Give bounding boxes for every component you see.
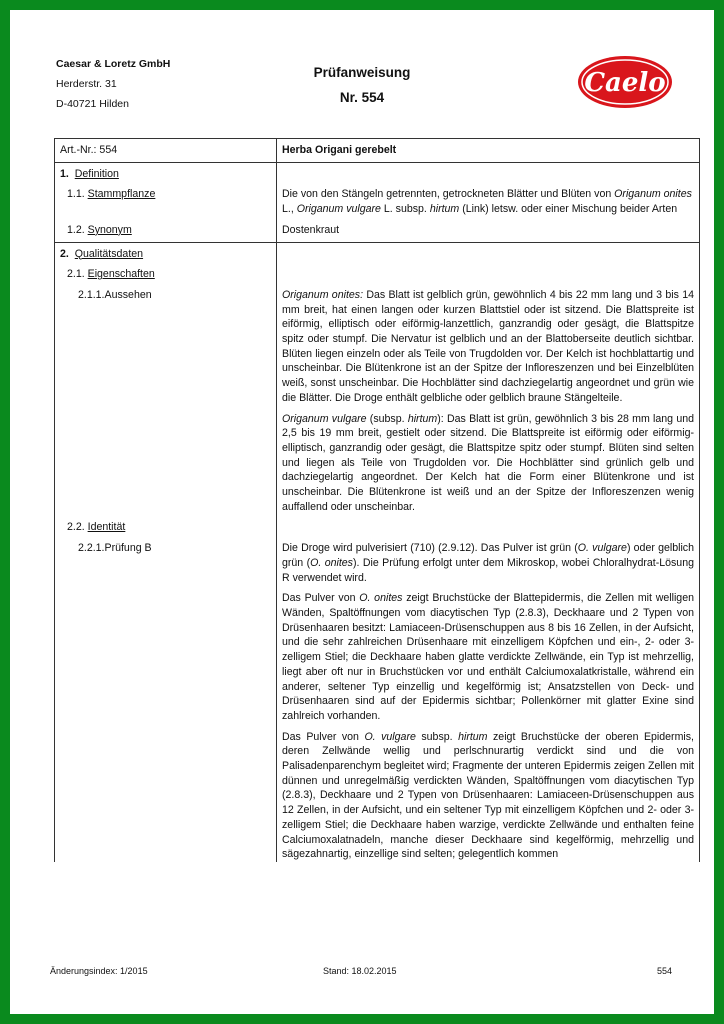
caelo-logo bbox=[576, 54, 674, 110]
product-name: Herba Origani gerebelt bbox=[277, 139, 700, 163]
specification-table bbox=[54, 138, 700, 862]
pruefung-b-text bbox=[277, 535, 700, 862]
footer-page-number: 554 bbox=[657, 966, 673, 976]
section-stammpflanze: 1.1. Stammpflanze bbox=[55, 181, 277, 216]
paragraph-onites-description: Origanum onites: Das Blatt ist gelblich grün, gewöhnlich 4 bis 22 mm lang und 3 bis 14 mm breit, hat einen langen oder kurzen Blattstiel oder ist sitzend. Die Blattspreite ist eiförmig, elliptisch oder eiförmig-lanzettlich, ganzrandig oder gesägt, die Blattspitze spitz oder stumpf. Die Nervatur ist gelblich und an der Blattoberseite deutlich sichtbar. Blüten liegen einzeln oder als Teile von Trugdolden vor. Der Kelch ist hochblattartig und unscheinbar. Die Blütenkrone ist an der Spitze der Infloreszenzen und bei Einzelblüten weiß, sonst unscheinbar. Die Hochblätter sind dachziegelartig angeordnet und grün wie die Blätter. Die Droge enthält gelbliche oder gelblich braune Stängelteile. bbox=[282, 288, 694, 404]
document-number: Nr. 554 bbox=[339, 90, 385, 105]
section-definition-title: Definition bbox=[74, 167, 119, 180]
section-definition: 1. Definition bbox=[55, 162, 277, 181]
logo-text: Caelo bbox=[584, 68, 666, 98]
document-page bbox=[10, 10, 714, 1014]
article-number: Art.-Nr.: 554 bbox=[55, 139, 277, 163]
section-qualitaetsdaten: 2. Qualitätsdaten bbox=[55, 242, 277, 261]
section-eigenschaften: 2.1. Eigenschaften bbox=[55, 261, 277, 282]
document-title: Prüfanweisung bbox=[313, 65, 411, 80]
footer-date: Stand: 18.02.2015 bbox=[323, 966, 397, 976]
aussehen-text bbox=[277, 282, 700, 515]
footer-change-index: Änderungsindex: 1/2015 bbox=[50, 966, 148, 976]
section-synonym: 1.2. Synonym bbox=[55, 217, 277, 242]
stammpflanze-text: Die von den Stängeln getrennten, getrockneten Blätter und Blüten von Origanum onites L., Origanum vulgare L. subsp. hirtum (Link) letsw. oder einer Mischung beider Arten bbox=[277, 181, 700, 216]
paragraph-pulverisierung: Die Droge wird pulverisiert (710) (2.9.12). Das Pulver ist grün (O. vulgare) oder gelblich grün (O. onites). Die Prüfung erfolgt unter dem Mikroskop, wobei Chloralhydrat-Lösung R verwendet wird. bbox=[282, 542, 694, 584]
paragraph-vulgare-powder: Das Pulver von O. vulgare subsp. hirtum zeigt Bruchstücke der oberen Epidermis, deren Zellwände wellig und perlschnurartig verdickt sind und die von Palisadenparenchym begleitet wird; Fragmente der unteren Epidermis zeigen Zellen mit dünnen und unregelmäßig verdickten Wänden, Spaltöffnungen vom diacytischen Typ (2.8.3), Deckhaare und 2 Typen von Drüsenhaaren: Lamiaceen-Drüsenschuppen aus 12 Zellen, in der Aufsicht, und ein seltener Typ mit einzelligem Köpfchen und 2- oder 3-zelligem Stiel; die Deckhaare haben warzige, verdickte Zellwände und enthalten feine Calciumoxalatnadeln, manche dieser Deckhaare sind kegelförmig, mehrzellig und sägezahnartig, einzellige sind selten; gelegentlich kommen bbox=[282, 730, 694, 861]
section-aussehen: 2.1.1.Aussehen bbox=[55, 282, 277, 515]
section-pruefung-b: 2.2.1.Prüfung B bbox=[55, 535, 277, 862]
company-name: Caesar & Loretz GmbH bbox=[56, 58, 171, 70]
paragraph-vulgare-description: Origanum vulgare (subsp. hirtum): Das Blatt ist grün, gewöhnlich 3 bis 28 mm lang und 2,5 bis 19 mm breit, gestielt oder sitzend. Die Blattspreite ist eiförmig oder eiförmig-elliptisch, ganzrandig oder gesägt, die Blattspitze spitz oder stumpf. Blüten sind selten und liegen als Teile von Trugdolden vor. Die Hochblätter sind grünlich gelb und dachziegelartig angeordnet. Der Kelch hat die Form einer Blütenkrone und ist unscheinbar. Die Blütenkrone ist weiß und an der Spitze der Infloreszenzen wenig auffallend oder unscheinbar. bbox=[282, 412, 694, 513]
synonym-text: Dostenkraut bbox=[277, 217, 700, 242]
paragraph-onites-powder: Das Pulver von O. onites zeigt Bruchstücke der Blattepidermis, die Zellen mit welligen Wänden, Spaltöffnungen vom diacytischen Typ (2.8.3), Deckhaare und 2 Typen von Drüsenhaaren besitzt: Lamiaceen-Drüsenschuppen aus 8 bis 16 Zellen, in der Aufsicht, und die sehr zahlreichen Drüsenhaare mit einzelligem Köpfchen und ein-, 2- oder 3-zelligem Stiel; die Deckhaare haben glatte verdickte Zellwände, ein Typ ist mehrzellig, liegt aber oft nur in Bruchstücken vor und enthält Calciumoxalatkristalle, während ein anderer, seltener Typ einzellig und kegelförmig ist; Ansatzstellen von Deck- und Drüsenhaaren sind auf der Epidermis sichtbar; Pollenkörner mit glatter Exine sind zahlreich vorhanden. bbox=[282, 592, 694, 722]
company-street: Herderstr. 31 bbox=[56, 78, 117, 90]
company-city: D-40721 Hilden bbox=[56, 98, 129, 110]
section-identitaet: 2.2. Identität bbox=[55, 514, 277, 535]
